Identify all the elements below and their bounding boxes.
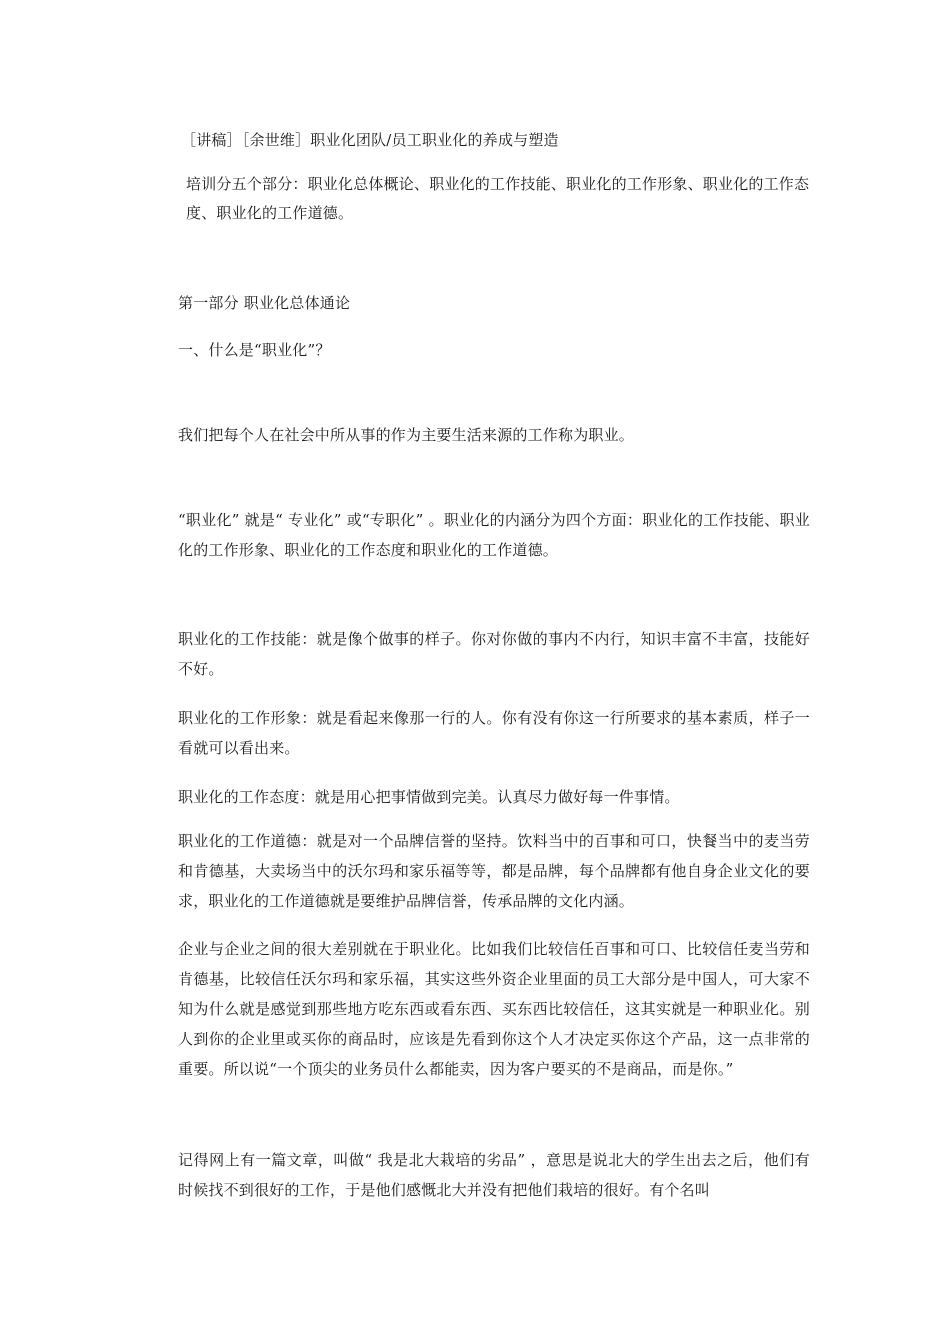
paragraph: 企业与企业之间的很大差别就在于职业化。比如我们比较信任百事和可口、比较信任麦当劳和肯德基，比较信任沃尔玛和家乐福，其实这些外资企业里面的员工大部分是中国人，可大家不知为什么就是感觉到那些地方吃东西或看东西、买东西比较信任，这其实就是一种职业化。别人到你的企业里或买你的商品时，应该是先看到你这个人才决定买你这个产品，这一点非常的重要。所以说“一个顶尖的业务员什么都能卖，因为客户要买的不是商品，而是你。” (178, 940, 810, 1078)
paragraph: 我们把每个人在社会中所从事的作为主要生活来源的工作称为职业。 (178, 426, 635, 444)
part-heading: 第一部分 职业化总体通论 (178, 294, 351, 312)
paragraph: 记得网上有一篇文章，叫做“ 我是北大栽培的劣品” ，意思是说北大的学生出去之后，他们有时候找不到很好的工作，于是他们感慨北大并没有把他们栽培的很好。有个名叫 (178, 1151, 810, 1199)
paragraph: “职业化” 就是“ 专业化” 或“专职化” 。职业化的内涵分为四个方面：职业化的工作技能、职业化的工作形象、职业化的工作态度和职业化的工作道德。 (178, 511, 810, 559)
section-heading: 一、什么是“职业化”？ (178, 341, 331, 359)
document-title: ［讲稿］［余世维］职业化团队/员工职业化的养成与塑造 (181, 131, 559, 149)
paragraph: 职业化的工作道德：就是对一个品牌信誉的坚持。饮料当中的百事和可口，快餐当中的麦当劳和肯德基，大卖场当中的沃尔玛和家乐福等等，都是品牌，每个品牌都有他自身企业文化的要求，职业化的工作道德就是要维护品牌信誉，传承品牌的文化内涵。 (178, 832, 810, 910)
paragraph: 职业化的工作态度：就是用心把事情做到完美。认真尽力做好每一件事情。 (178, 788, 680, 806)
intro-paragraph: 培训分五个部分：职业化总体概论、职业化的工作技能、职业化的工作形象、职业化的工作态度、职业化的工作道德。 (186, 175, 810, 222)
paragraph: 职业化的工作技能：就是像个做事的样子。你对你做的事内不内行，知识丰富不丰富，技能好不好。 (178, 630, 810, 678)
paragraph: 职业化的工作形象：就是看起来像那一行的人。你有没有你这一行所要求的基本素质，样子一看就可以看出来。 (178, 709, 810, 757)
